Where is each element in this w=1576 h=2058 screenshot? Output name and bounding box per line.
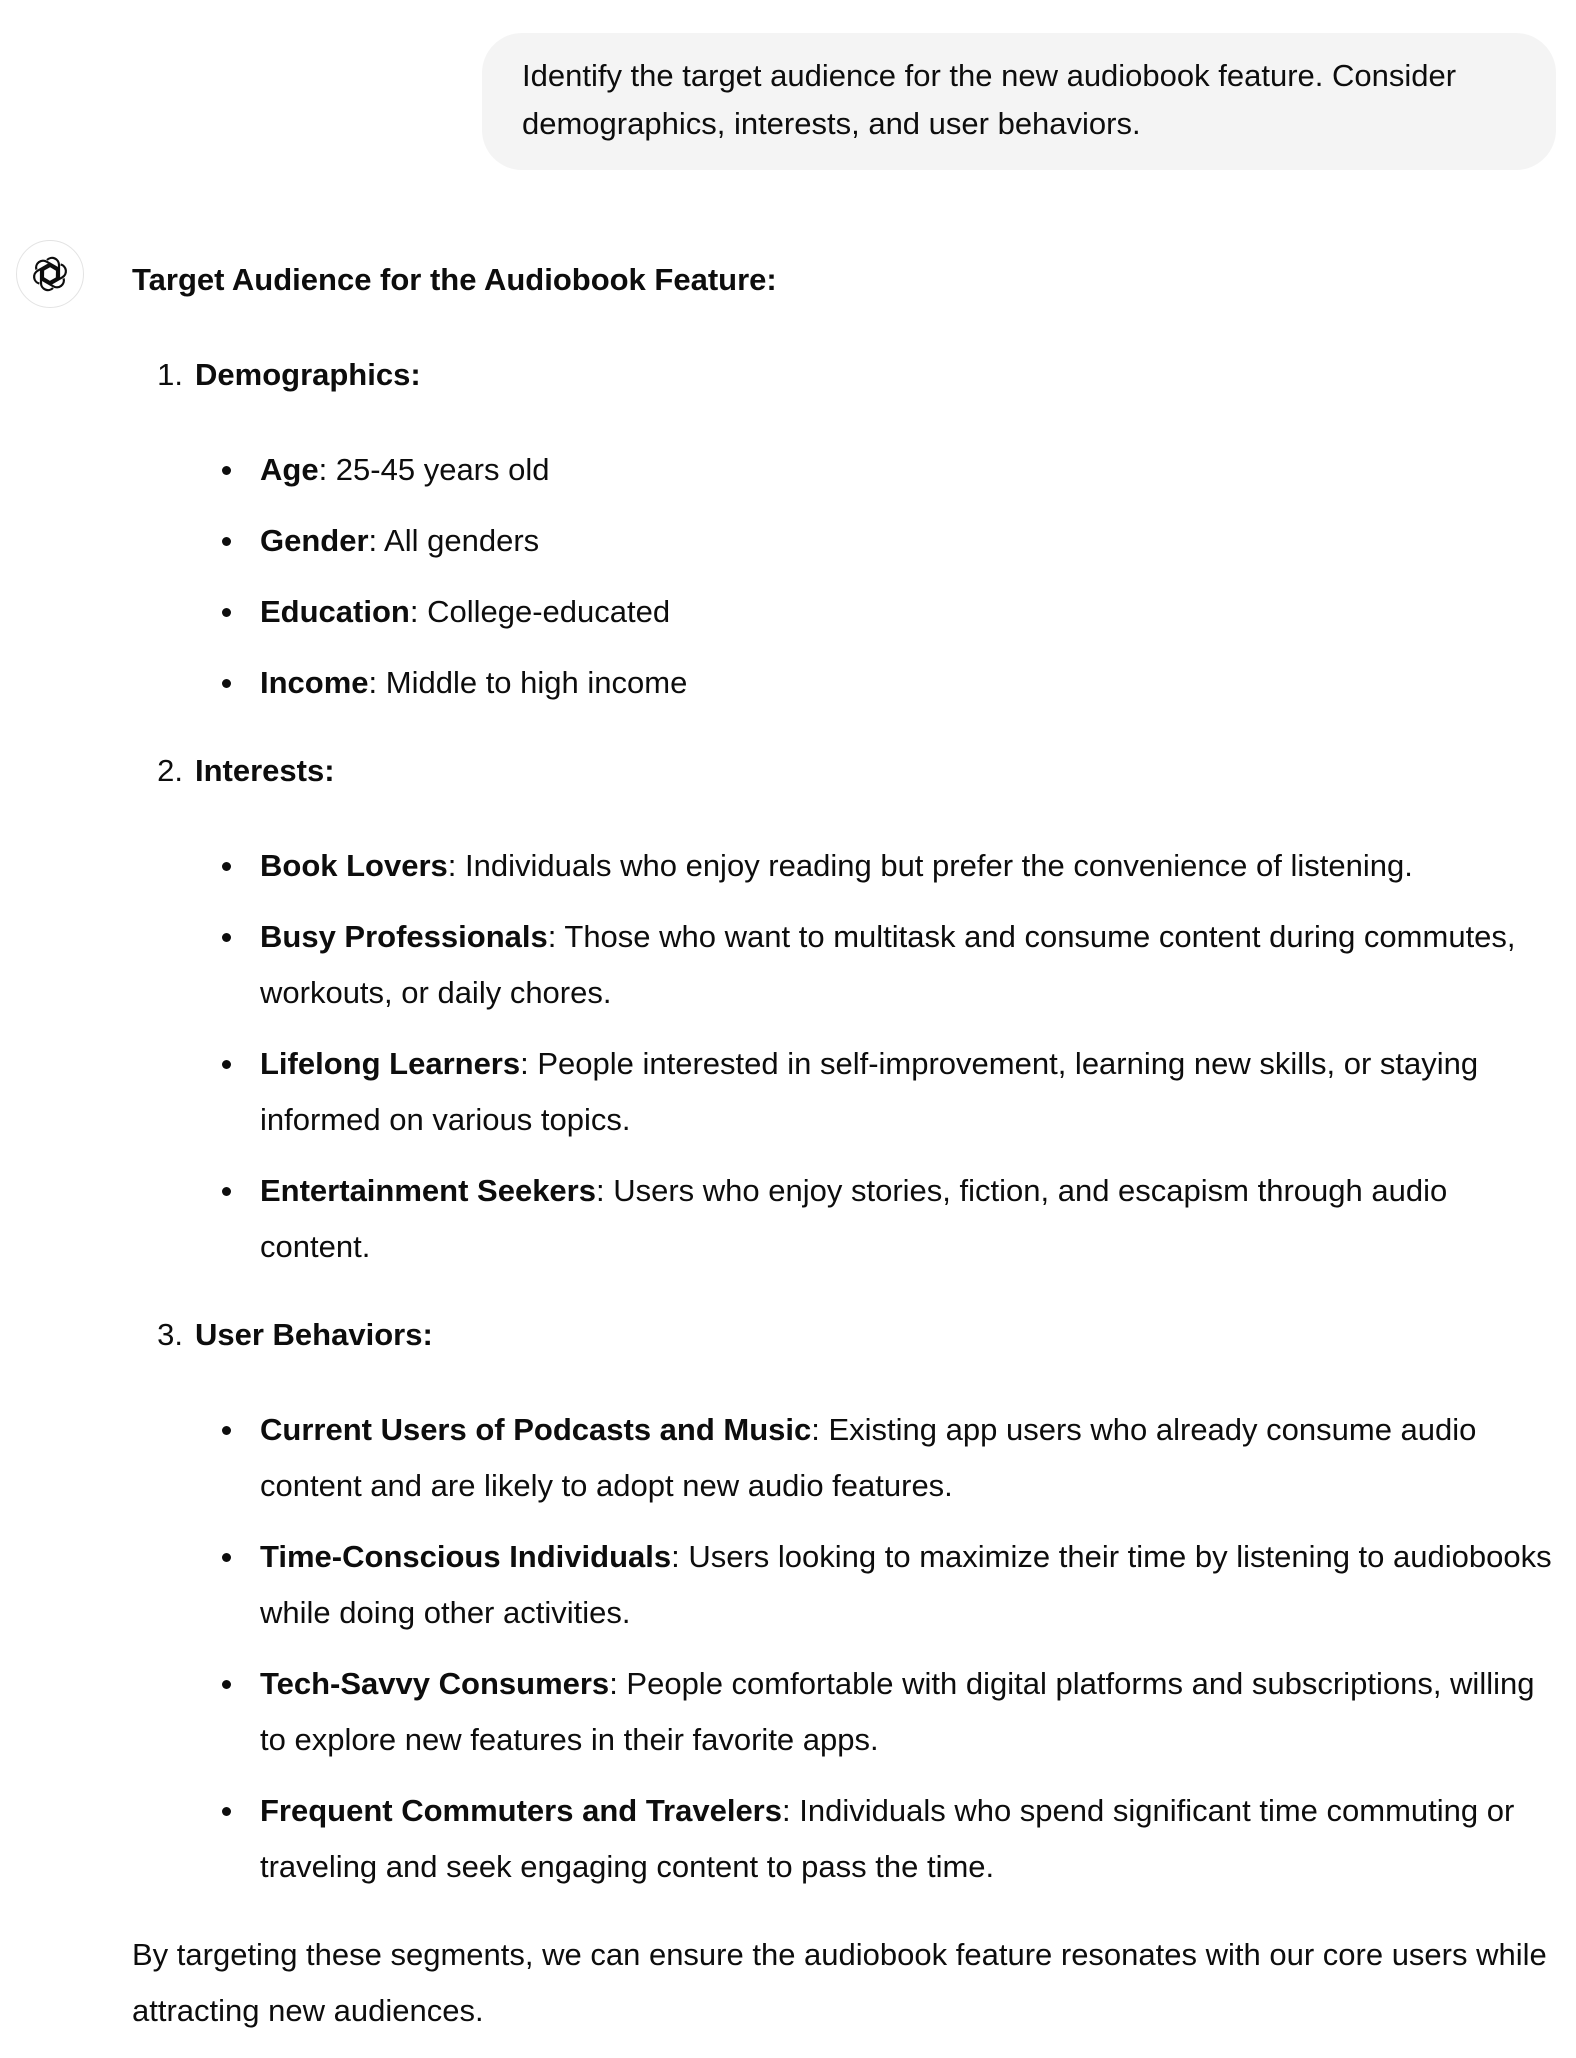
bullet-icon bbox=[222, 537, 231, 546]
list-item bbox=[260, 1529, 1556, 1641]
item-term: Age bbox=[260, 452, 319, 487]
section-title: User Behaviors: bbox=[195, 1317, 433, 1352]
list-item bbox=[260, 838, 1556, 894]
section-demographics bbox=[157, 347, 1556, 711]
item-term: Frequent Commuters and Travelers bbox=[260, 1793, 782, 1828]
item-text: : Users who enjoy stories, fiction, and escapism through audio content. bbox=[260, 1173, 1448, 1264]
bullet-icon bbox=[222, 1187, 231, 1196]
item-term: Time-Conscious Individuals bbox=[260, 1539, 672, 1574]
list-item bbox=[260, 442, 1556, 498]
openai-logo-icon bbox=[30, 254, 70, 294]
item-text: : Those who want to multitask and consume content during commutes, workouts, or daily chores. bbox=[260, 919, 1516, 1010]
bullet-icon bbox=[222, 862, 231, 871]
item-text: : College-educated bbox=[409, 594, 671, 629]
item-term: Current Users of Podcasts and Music bbox=[260, 1412, 812, 1447]
item-term: Busy Professionals bbox=[260, 919, 548, 954]
user-message-text: Identify the target audience for the new audiobook feature. Consider demographics, interests, and user behaviors. bbox=[522, 58, 1457, 141]
list-item bbox=[260, 1163, 1556, 1275]
item-term: Gender bbox=[260, 523, 369, 558]
item-text: : Individuals who enjoy reading but prefer the convenience of listening. bbox=[447, 848, 1413, 883]
bullet-icon bbox=[222, 466, 231, 475]
item-text: : Users looking to maximize their time by listening to audiobooks while doing other activities. bbox=[260, 1539, 1552, 1630]
item-list bbox=[195, 1402, 1556, 1895]
user-message-bubble bbox=[482, 33, 1556, 170]
response-heading: Target Audience for the Audiobook Feature: bbox=[132, 262, 777, 297]
section-number: 3. bbox=[157, 1317, 183, 1352]
item-term: Book Lovers bbox=[260, 848, 448, 883]
list-item bbox=[260, 1656, 1556, 1768]
bullet-icon bbox=[222, 1553, 231, 1562]
list-item bbox=[260, 909, 1556, 1021]
item-text: : People comfortable with digital platforms and subscriptions, willing to explore new features in their favorite apps. bbox=[260, 1666, 1535, 1757]
item-text: : People interested in self-improvement, learning new skills, or staying informed on various topics. bbox=[260, 1046, 1479, 1137]
item-term: Tech-Savvy Consumers bbox=[260, 1666, 610, 1701]
item-term: Education bbox=[260, 594, 410, 629]
bullet-icon bbox=[222, 679, 231, 688]
item-term: Entertainment Seekers bbox=[260, 1173, 596, 1208]
item-list bbox=[195, 838, 1556, 1275]
item-list bbox=[195, 442, 1556, 711]
bullet-icon bbox=[222, 1060, 231, 1069]
section-list bbox=[132, 347, 1556, 1895]
bullet-icon bbox=[222, 933, 231, 942]
item-text: : All genders bbox=[368, 523, 540, 558]
bullet-icon bbox=[222, 608, 231, 617]
closing-paragraph: By targeting these segments, we can ensure the audiobook feature resonates with our core users while attracting new audiences. bbox=[132, 1937, 1547, 2028]
section-interests bbox=[157, 743, 1556, 1275]
item-text: : Individuals who spend significant time commuting or traveling and seek engaging content to pass the time. bbox=[260, 1793, 1515, 1884]
section-number: 2. bbox=[157, 753, 183, 788]
list-item bbox=[260, 513, 1556, 569]
list-item bbox=[260, 1783, 1556, 1895]
list-item bbox=[260, 655, 1556, 711]
section-title: Interests: bbox=[195, 753, 335, 788]
item-text: : Existing app users who already consume audio content and are likely to adopt new audio features. bbox=[260, 1412, 1477, 1503]
assistant-response bbox=[132, 252, 1556, 2039]
item-term: Lifelong Learners bbox=[260, 1046, 521, 1081]
list-item bbox=[260, 584, 1556, 640]
bullet-icon bbox=[222, 1680, 231, 1689]
section-title: Demographics: bbox=[195, 357, 421, 392]
section-number: 1. bbox=[157, 357, 183, 392]
list-item bbox=[260, 1402, 1556, 1514]
list-item bbox=[260, 1036, 1556, 1148]
item-text: : Middle to high income bbox=[368, 665, 688, 700]
bullet-icon bbox=[222, 1807, 231, 1816]
section-user-behaviors bbox=[157, 1307, 1556, 1895]
bullet-icon bbox=[222, 1426, 231, 1435]
item-text: : 25-45 years old bbox=[318, 452, 550, 487]
item-term: Income bbox=[260, 665, 369, 700]
assistant-avatar bbox=[16, 240, 84, 308]
